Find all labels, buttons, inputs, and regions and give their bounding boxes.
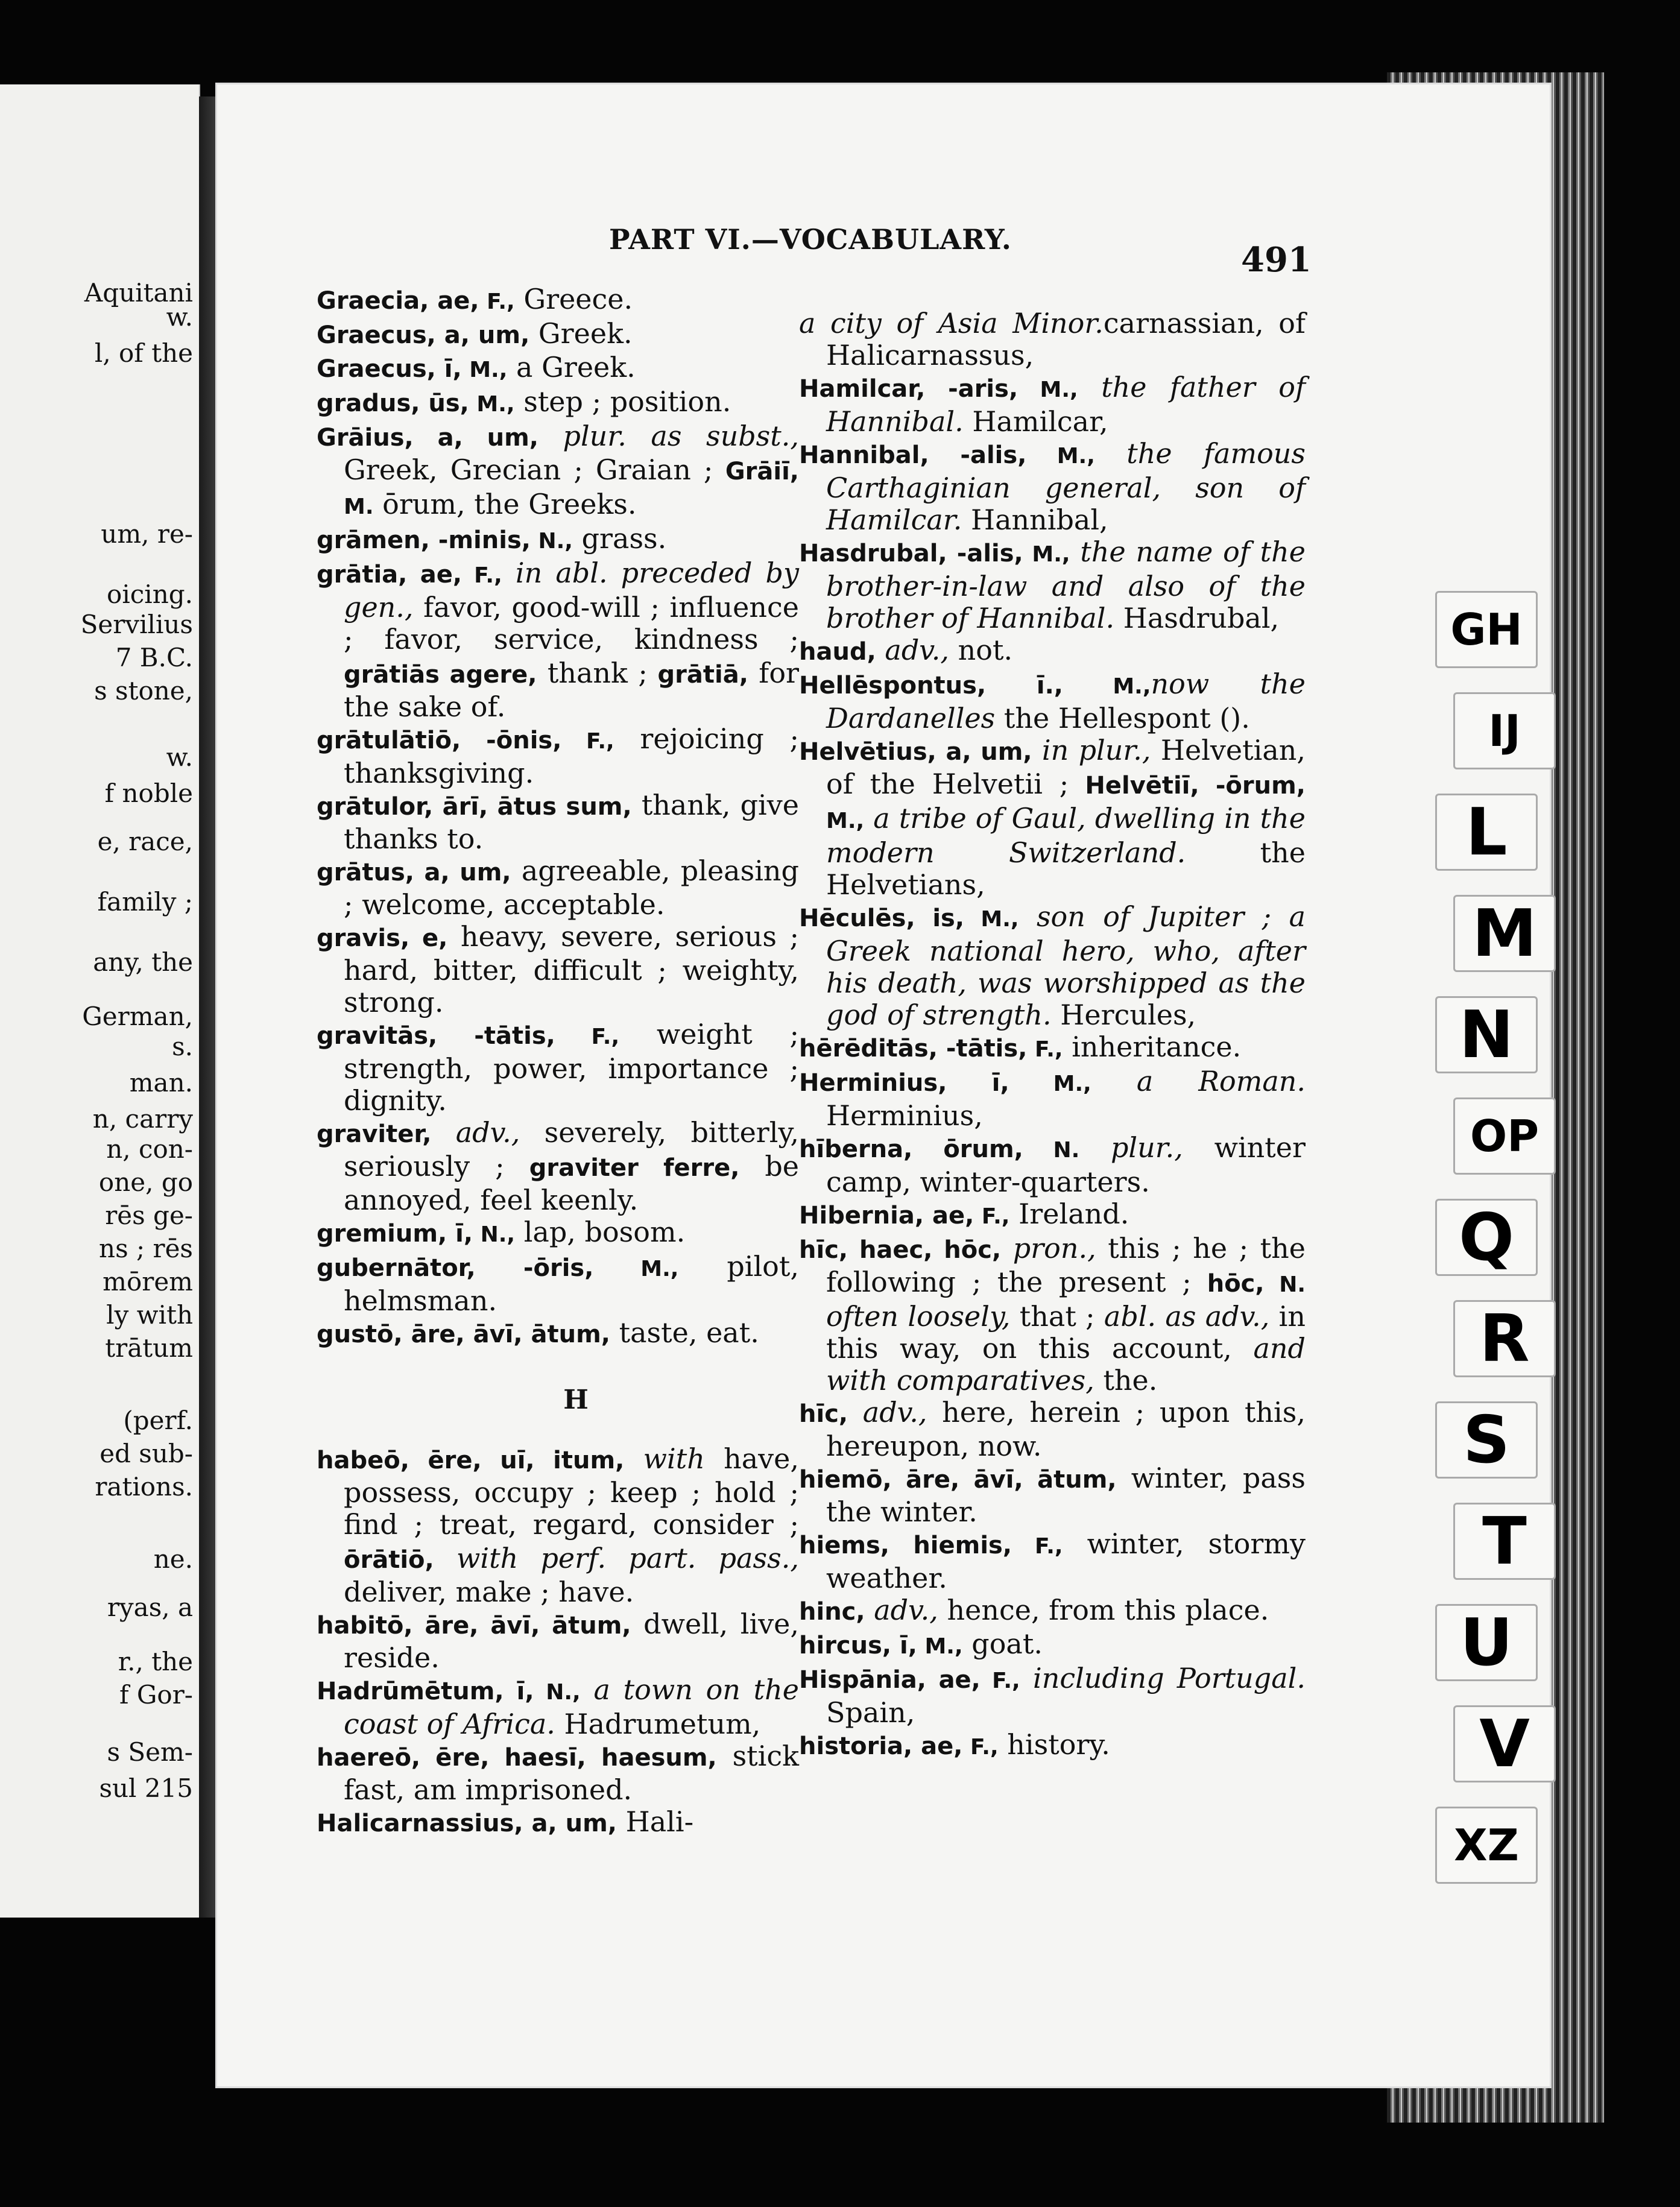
definition: thank ; (537, 657, 648, 689)
italic-gloss: pron., (1001, 1232, 1096, 1265)
definition: Hasdrubal, (1114, 602, 1280, 634)
definition: goat. (962, 1628, 1043, 1660)
definition: the. (1094, 1364, 1158, 1397)
grammar-label: M., (917, 1634, 963, 1659)
entries-g (317, 283, 799, 1351)
thumb-tab-q[interactable]: Q (1435, 1199, 1538, 1276)
facing-page-fragment: f noble (104, 778, 193, 808)
definition: carnassian, of Halicarnassus, (826, 307, 1306, 371)
dictionary-entry (799, 734, 1306, 901)
facing-page-fragment: w. (166, 742, 193, 772)
facing-page-fragment: ns ; rēs (99, 1234, 193, 1263)
headword: Hibernia, ae, (799, 1202, 974, 1230)
dictionary-entry (317, 318, 799, 352)
headword: gremium, ī, (317, 1220, 473, 1248)
facing-page-fragment: s Sem- (107, 1737, 193, 1767)
facing-page-fragment: e, race, (97, 827, 193, 856)
italic-gloss: with perf. part. pass., (434, 1542, 799, 1574)
headword: historia, ae, (799, 1732, 963, 1760)
dictionary-entry (317, 1740, 799, 1806)
definition: a Greek. (507, 351, 636, 384)
dictionary-entry (317, 523, 799, 557)
left-column (317, 283, 799, 1840)
italic-gloss: including Portugal. (1020, 1662, 1306, 1694)
dictionary-entry (317, 789, 799, 855)
headword: Grāius, a, um, (317, 424, 538, 452)
headword: Hellēspontus, ī., (799, 672, 1063, 699)
definition: have. (549, 1576, 634, 1608)
grammar-label: N., (534, 1680, 581, 1705)
facing-page-fragment: um, re- (101, 519, 193, 549)
grammar-label: M., (1026, 444, 1095, 469)
headword: hircus, ī, (799, 1632, 917, 1659)
headword: gustō, āre, āvī, ātum, (317, 1321, 610, 1348)
definition: for the sake of. (344, 657, 800, 723)
definition: Greece. (514, 283, 633, 315)
thumb-tab-ij[interactable]: IJ (1453, 692, 1556, 769)
definition: lap, bosom. (515, 1216, 686, 1248)
dictionary-entry (799, 1628, 1306, 1662)
dictionary-entry (317, 723, 799, 789)
italic-gloss: the famous Carthaginian general, son of Hamilcar. (826, 437, 1306, 536)
definition: dwell, live, reside. (344, 1608, 799, 1674)
headword: grātulor, ārī, ātus sum, (317, 793, 632, 821)
section-letter: H (563, 1385, 589, 1415)
headword: grātia, ae, (317, 561, 463, 589)
italic-gloss: adv., (848, 1396, 927, 1429)
headword: Hēculēs, is, (799, 905, 965, 932)
grammar-label: F., (561, 729, 614, 754)
definition: inheritance. (1063, 1031, 1242, 1063)
thumb-index (1435, 591, 1544, 1930)
dictionary-entry (799, 1132, 1306, 1198)
italic-gloss: plur. as subst., (538, 420, 799, 452)
grammar-label: M., (826, 809, 865, 833)
headword: gravis, e, (317, 924, 448, 952)
thumb-tab-op[interactable]: OP (1453, 1097, 1556, 1175)
facing-page-fragment: rations. (95, 1472, 193, 1501)
headword: Halicarnassius, a, um, (317, 1810, 617, 1837)
grammar-label: M., (1018, 377, 1078, 402)
dictionary-entry (799, 1031, 1306, 1066)
definition: favor, good-will ; influence ; favor, service, kindness ; (344, 591, 799, 655)
definition: Greek, Grecian ; Graian ; (344, 453, 713, 486)
headword: Hamilcar, -aris, (799, 375, 1018, 403)
definition: Hercules, (1051, 999, 1196, 1031)
headword: grāmen, -minis, (317, 526, 531, 554)
dictionary-entry (317, 1608, 799, 1674)
facing-page-fragment: sul 215 (99, 1773, 193, 1803)
definition: Hamilcar, (963, 405, 1108, 438)
running-head: PART VI.—VOCABULARY. (609, 223, 1012, 256)
dictionary-entry (799, 634, 1306, 668)
facing-page-fragment: ne. (153, 1544, 193, 1574)
thumb-tab-r[interactable]: R (1453, 1300, 1556, 1377)
definition: pilot, helmsman. (344, 1250, 799, 1317)
italic-gloss: a tribe of Gaul, dwelling in the modern Switzerland. (826, 802, 1306, 869)
definition: winter camp, winter-quarters. (826, 1131, 1306, 1198)
italic-gloss: the name of the brother-in-law and also of the brother of Hannibal. (826, 535, 1306, 634)
definition: taste, eat. (610, 1316, 759, 1349)
definition: ). (1230, 702, 1250, 734)
grammar-label: M., (1063, 674, 1151, 699)
definition: step ; position. (514, 385, 731, 418)
facing-page-fragment: l, of the (94, 338, 193, 368)
headword: grātus, a, um, (317, 859, 511, 886)
grammar-label: F., (462, 563, 502, 588)
italic-gloss: adv., (431, 1116, 520, 1149)
dictionary-entry (799, 1397, 1306, 1462)
dictionary-entry (317, 557, 799, 723)
dictionary-entry (317, 386, 799, 420)
dictionary-entry (317, 1443, 799, 1608)
headword: gravitās, -tātis, (317, 1022, 555, 1050)
thumb-tab-m[interactable]: M (1453, 895, 1556, 972)
facing-page (0, 84, 200, 1918)
dictionary-entry (317, 283, 799, 318)
definition: the Hellespont ( (995, 702, 1231, 734)
definition: grass. (572, 522, 667, 555)
grammar-label: N. (1264, 1272, 1306, 1297)
headword: gradus, ūs, (317, 390, 469, 417)
right-column (799, 308, 1306, 1763)
italic-gloss: plur., (1079, 1131, 1183, 1164)
definition: hence, from this place. (938, 1594, 1269, 1626)
headword: habitō, āre, āvī, ātum, (317, 1612, 631, 1640)
italic-gloss: in plur., (1032, 734, 1151, 766)
thumb-tab-u[interactable]: U (1435, 1604, 1538, 1681)
grammar-label: F., (555, 1025, 620, 1049)
thumb-tab-l[interactable]: L (1435, 794, 1538, 871)
dictionary-entry (799, 1594, 1306, 1628)
definition: Helvetian, of the Helvetii ; (826, 734, 1306, 800)
definition: not. (949, 634, 1013, 666)
italic-gloss: adv., (876, 634, 950, 666)
entries-h-left (317, 1443, 799, 1840)
headword: hērēditās, -tātis, (799, 1035, 1028, 1062)
dictionary-entry (799, 308, 1306, 371)
headword: Graecia, ae, (317, 287, 479, 315)
dictionary-entry (317, 921, 799, 1018)
grammar-label: M., (593, 1257, 679, 1281)
headword: hiems, hiemis, (799, 1532, 1012, 1559)
dictionary-entry (317, 1317, 799, 1351)
headword: Graecus, a, um, (317, 321, 530, 349)
grammar-label: N. (1023, 1138, 1080, 1163)
dictionary-entry (317, 1251, 799, 1317)
dictionary-entry (317, 1674, 799, 1740)
headword: Hasdrubal, -alis, (799, 540, 1023, 567)
dictionary-entry (317, 855, 799, 921)
definition: severely, bitterly, seriously ; (344, 1116, 799, 1182)
headword: Graecus, ī, (317, 355, 462, 383)
dictionary-entry (799, 1233, 1306, 1397)
grammar-label: F., (974, 1204, 1010, 1229)
facing-page-fragment: r., the (118, 1647, 193, 1676)
grammar-label: M., (1009, 1072, 1091, 1096)
dictionary-entry (799, 1528, 1306, 1594)
headword: hiemō, āre, āvī, ātum, (799, 1466, 1117, 1494)
dictionary-entry (799, 371, 1306, 438)
facing-page-fragment: trātum (105, 1333, 193, 1363)
facing-page-fragment: oicing. (107, 579, 193, 609)
headword: grātiās agere, (344, 661, 537, 689)
thumb-tab-v[interactable]: V (1453, 1705, 1556, 1782)
definition: in this way, on this account, (826, 1300, 1306, 1365)
italic-gloss: a town on the coast of Africa. (344, 1673, 800, 1740)
italic-gloss: a Roman. (1091, 1065, 1306, 1097)
italic-gloss: in abl. preceded by gen., (344, 557, 799, 624)
grammar-label: N., (530, 529, 573, 554)
grammar-label: M. (344, 494, 374, 519)
definition: Hadrumetum, (555, 1708, 761, 1740)
headword: hōc, (1191, 1270, 1265, 1298)
headword: Hispānia, ae, (799, 1666, 981, 1694)
facing-page-fragment: rēs ge- (105, 1201, 193, 1230)
facing-page-fragment: w. (166, 302, 193, 332)
definition: Spain, (826, 1696, 915, 1729)
definition: that ; (1010, 1300, 1095, 1333)
dictionary-entry (317, 1117, 799, 1216)
facing-page-fragment: ly with (106, 1300, 193, 1330)
italic-gloss: the father of Hannibal. (826, 371, 1306, 438)
grammar-label: F., (479, 289, 515, 314)
facing-page-fragment: f Gor- (119, 1680, 193, 1710)
headword: grātulātiō, -ōnis, (317, 727, 562, 754)
facing-page-fragment: s stone, (94, 676, 193, 706)
dictionary-entry (799, 1662, 1306, 1729)
definition: winter, stormy weather. (826, 1527, 1306, 1594)
grammar-label: M., (1023, 542, 1070, 567)
italic-gloss: now the Dardanelles (826, 668, 1306, 734)
grammar-label: N., (473, 1222, 516, 1247)
headword: Hadrūmētum, ī, (317, 1678, 534, 1705)
facing-page-fragment: German, (82, 1002, 193, 1031)
headword: ōrātiō, (344, 1546, 434, 1574)
dictionary-entry (799, 438, 1306, 536)
facing-page-fragment: ryas, a (107, 1593, 193, 1622)
definition: Hannibal, (962, 504, 1108, 536)
facing-page-fragment: Aquitani (84, 278, 193, 308)
definition: thank, give thanks to. (344, 789, 799, 855)
headword: Helvētius, a, um, (799, 738, 1032, 766)
page-number: 491 (1241, 240, 1312, 280)
definition: Greek. (529, 317, 633, 350)
thumb-tab-xz[interactable]: XZ (1435, 1807, 1538, 1884)
headword: habeō, ēre, uī, itum, (317, 1447, 625, 1474)
dictionary-entry (799, 536, 1306, 634)
definition: history. (998, 1728, 1110, 1761)
facing-page-fragment: (perf. (123, 1406, 193, 1435)
italic-gloss: often loosely, (826, 1300, 1011, 1333)
definition: Hali- (617, 1805, 694, 1838)
definition: the Helvetians, (826, 836, 1306, 901)
definition: Herminius, (826, 1099, 983, 1132)
headword: Hannibal, -alis, (799, 441, 1027, 469)
facing-page-fragment: ed sub- (99, 1439, 193, 1468)
grammar-label: F., (980, 1669, 1020, 1693)
headword: hīberna, ōrum, (799, 1135, 1023, 1163)
italic-gloss: a city of Asia Minor. (799, 307, 1104, 339)
definition: stick fast, am imprisoned. (344, 1740, 800, 1806)
italic-gloss: adv., (865, 1594, 938, 1626)
facing-page-fragment: s. (172, 1032, 193, 1061)
dictionary-entry (317, 1216, 799, 1251)
italic-gloss: son of Jupiter ; a Greek national hero, who, after his death, was worshipped as the god of strength. (826, 900, 1306, 1031)
definition: ōrum, the Greeks. (373, 488, 637, 520)
definition: Ireland. (1009, 1198, 1129, 1230)
headword: hinc, (799, 1598, 865, 1626)
headword: graviter, (317, 1120, 432, 1148)
dictionary-entry (799, 1462, 1306, 1528)
headword: Herminius, ī, (799, 1069, 1009, 1097)
grammar-label: M., (964, 907, 1019, 932)
facing-page-fragment: mōrem (103, 1267, 193, 1296)
dictionary-entry (799, 1729, 1306, 1763)
headword: hīc, (799, 1400, 848, 1428)
facing-page-fragment: man. (129, 1068, 193, 1097)
dictionary-entry (799, 668, 1306, 734)
headword: grātiā, (647, 661, 748, 689)
dictionary-entry (317, 352, 799, 386)
headword: haud, (799, 638, 876, 666)
definition: here, herein ; upon this, hereupon, now. (826, 1396, 1306, 1462)
definition: deliver, make ; (344, 1576, 550, 1608)
headword: graviter ferre, (504, 1154, 740, 1182)
thumb-tab-n[interactable]: N (1435, 996, 1538, 1073)
grammar-label: F., (962, 1735, 999, 1760)
italic-gloss: with (624, 1442, 705, 1475)
definition: winter, pass the winter. (826, 1462, 1306, 1528)
dictionary-entry (799, 1066, 1306, 1132)
dictionary-entry (799, 1198, 1306, 1233)
facing-page-fragment: n, con- (106, 1134, 193, 1164)
headword: hīc, haec, hōc, (799, 1236, 1002, 1264)
dictionary-entry (317, 1018, 799, 1117)
thumb-tab-s[interactable]: S (1435, 1401, 1538, 1479)
thumb-tab-gh[interactable]: GH (1435, 591, 1538, 668)
definition: heavy, severe, serious ; hard, bitter, difficult ; weighty, strong. (344, 920, 799, 1018)
definition: rejoicing ; thanksgiving. (344, 722, 800, 789)
grammar-label: F., (1012, 1534, 1063, 1559)
grammar-label: M., (461, 358, 508, 382)
facing-page-fragment: one, go (98, 1167, 193, 1197)
definition: be annoyed, feel keenly. (344, 1150, 799, 1216)
facing-page-fragment: Servilius (80, 610, 193, 639)
italic-gloss: abl. as adv., (1094, 1300, 1270, 1333)
definition: agreeable, pleasing ; welcome, acceptable. (344, 854, 799, 921)
definition: have, possess, occupy ; keep ; hold ; find ; treat, regard, consider ; (344, 1442, 799, 1541)
facing-page-fragment: any, the (93, 947, 193, 977)
facing-page-fragment: 7 B.C. (115, 643, 193, 672)
headword: haereō, ēre, haesī, haesum, (317, 1744, 717, 1772)
headword: gubernātor, -ōris, (317, 1254, 594, 1282)
facing-page-fragment: n, carry (92, 1104, 193, 1134)
headword: Grāiī, (713, 458, 799, 485)
thumb-tab-t[interactable]: T (1453, 1503, 1556, 1580)
grammar-label: F., (1027, 1037, 1063, 1062)
italic-gloss: and with comparatives, (826, 1332, 1306, 1397)
grammar-label: M., (469, 392, 515, 417)
definition: this ; he ; the following ; the present ; (826, 1232, 1306, 1298)
dictionary-entry (317, 1806, 799, 1840)
definition: weight ; strength, power, importance ; dignity. (344, 1018, 800, 1117)
dictionary-entry (799, 901, 1306, 1031)
headword: Helvētiī, -ōrum, (1069, 772, 1306, 800)
facing-page-fragment: family ; (97, 887, 193, 917)
dictionary-entry (317, 420, 799, 523)
